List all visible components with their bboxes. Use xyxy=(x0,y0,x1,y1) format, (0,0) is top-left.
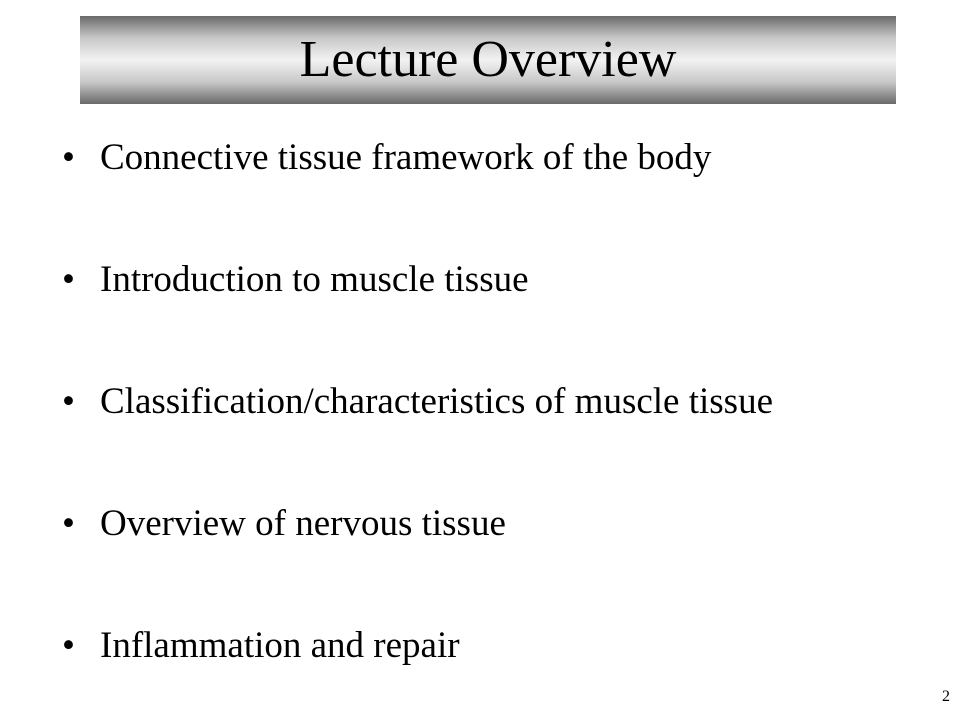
bullet-icon: • xyxy=(62,259,75,300)
bullet-item xyxy=(62,498,922,620)
bullet-icon: • xyxy=(62,381,75,422)
bullet-item xyxy=(62,376,922,498)
page-number: 2 xyxy=(942,688,950,705)
bullet-text: Inflammation and repair xyxy=(100,625,460,666)
title-bar xyxy=(80,16,896,104)
bullet-item xyxy=(62,620,922,720)
bullet-item xyxy=(62,132,922,254)
bullet-icon: • xyxy=(62,137,75,178)
slide-title: Lecture Overview xyxy=(299,31,677,88)
bullet-text: Overview of nervous tissue xyxy=(100,503,506,544)
bullet-text: Introduction to muscle tissue xyxy=(100,259,529,300)
bullet-text: Connective tissue framework of the body xyxy=(100,137,712,178)
bullet-icon: • xyxy=(62,625,75,666)
bullet-list xyxy=(62,132,922,720)
bullet-item xyxy=(62,254,922,376)
bullet-icon: • xyxy=(62,503,75,544)
bullet-text: Classification/characteristics of muscle tissue xyxy=(100,381,773,422)
